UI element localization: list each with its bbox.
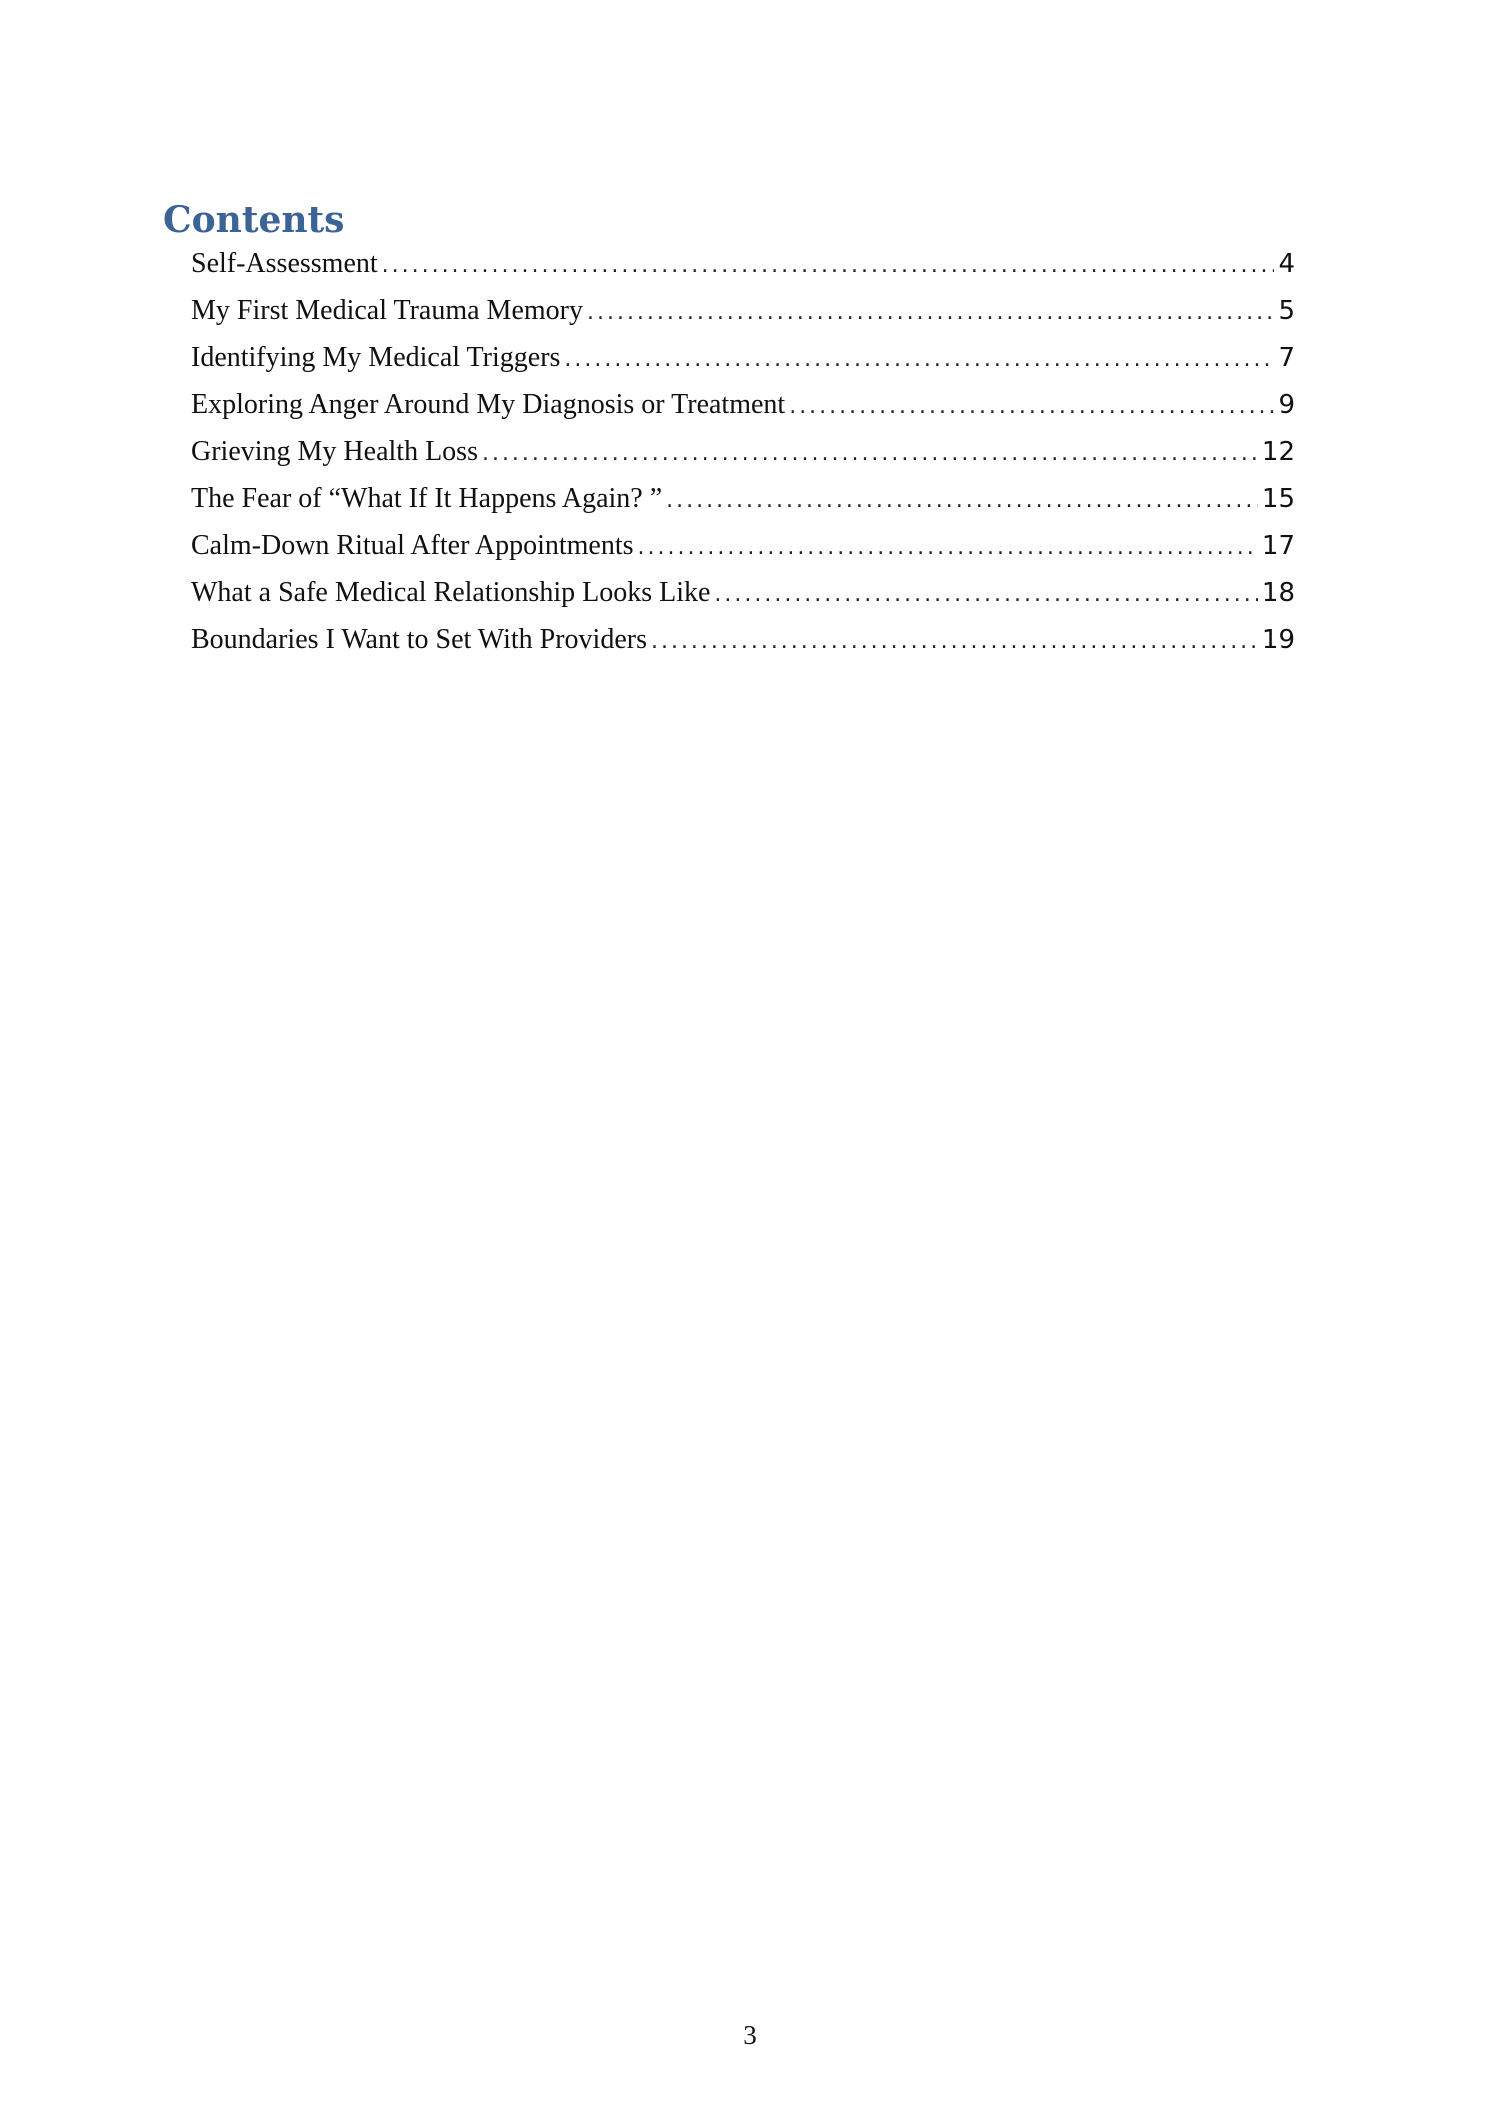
toc-entry-page: 12 xyxy=(1261,437,1295,467)
toc-dot-leader xyxy=(789,390,1274,424)
toc-dot-leader xyxy=(666,484,1258,518)
toc-entry-page: 5 xyxy=(1278,296,1295,326)
toc-entry-page: 19 xyxy=(1261,625,1295,655)
toc-entry-title: Grieving My Health Loss xyxy=(191,436,478,467)
toc-entry-page: 4 xyxy=(1278,249,1295,279)
toc-entry-title: The Fear of “What If It Happens Again? ” xyxy=(191,483,663,514)
toc-heading: Contents xyxy=(163,199,345,241)
toc-entry-page: 15 xyxy=(1261,484,1295,514)
toc-entry[interactable] xyxy=(191,623,1295,670)
toc-entry[interactable] xyxy=(191,435,1295,482)
toc-entry-title: Calm-Down Ritual After Appointments xyxy=(191,530,634,561)
toc-entry[interactable] xyxy=(191,294,1295,341)
toc-dot-leader xyxy=(638,531,1258,565)
toc-entry[interactable] xyxy=(191,482,1295,529)
toc-entry[interactable] xyxy=(191,341,1295,388)
toc-entry-title: Exploring Anger Around My Diagnosis or Treatment xyxy=(191,389,786,420)
toc-dot-leader xyxy=(482,437,1258,471)
toc-entry-title: Identifying My Medical Triggers xyxy=(191,342,561,373)
toc-dot-leader xyxy=(382,249,1275,283)
toc-entry[interactable] xyxy=(191,529,1295,576)
toc-entry-title: Boundaries I Want to Set With Providers xyxy=(191,624,647,655)
toc-entry-title: My First Medical Trauma Memory xyxy=(191,295,583,326)
toc-entry-page: 9 xyxy=(1278,390,1295,420)
page-number: 3 xyxy=(743,2020,757,2050)
toc-entry-page: 18 xyxy=(1261,578,1295,608)
toc-dot-leader xyxy=(714,578,1257,612)
toc-entry-title: Self-Assessment xyxy=(191,248,378,279)
toc-entry[interactable] xyxy=(191,388,1295,435)
table-of-contents xyxy=(191,247,1295,670)
toc-entry[interactable] xyxy=(191,247,1295,294)
toc-dot-leader xyxy=(651,625,1258,659)
toc-dot-leader xyxy=(587,296,1274,330)
toc-entry-title: What a Safe Medical Relationship Looks Like xyxy=(191,577,711,608)
toc-entry-page: 17 xyxy=(1261,531,1295,561)
toc-dot-leader xyxy=(564,343,1274,377)
toc-entry[interactable] xyxy=(191,576,1295,623)
toc-entry-page: 7 xyxy=(1278,343,1295,373)
